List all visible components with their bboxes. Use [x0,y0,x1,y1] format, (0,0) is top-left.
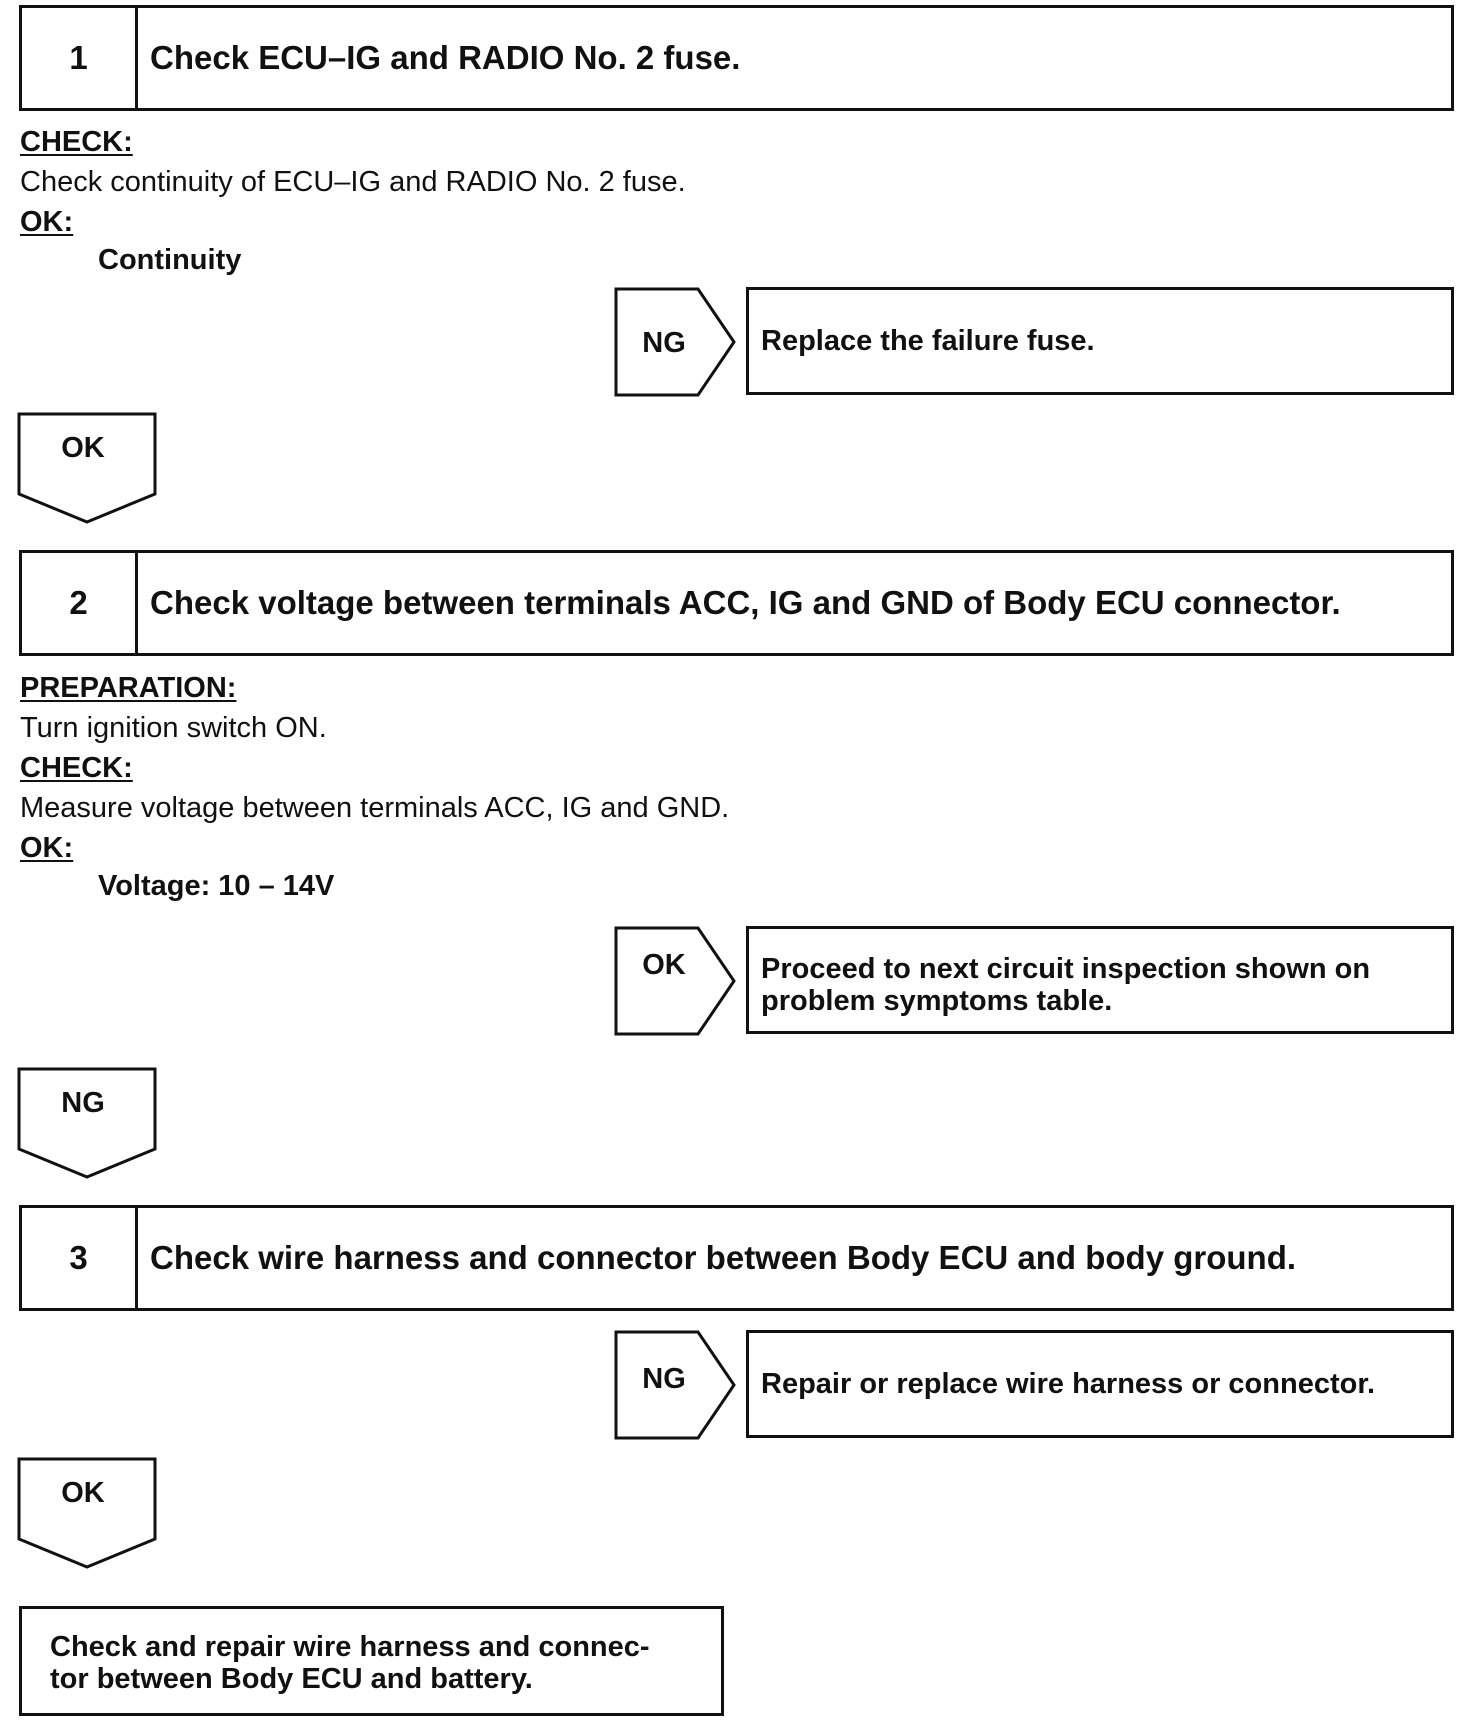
step-1-check-text: Check continuity of ECU–IG and RADIO No. 2 fuse. [20,166,686,198]
step-2-ok-label: OK: [20,832,74,864]
final-action-box [19,1606,724,1716]
step-1-ng-result [746,287,1454,395]
step-1-ok-spec: Continuity [98,244,242,276]
step-2-preparation-text: Turn ignition switch ON. [20,712,327,744]
final-action-line2: tor between Body ECU and battery. [50,1663,533,1695]
step-1-box [19,5,1454,111]
step-1-ng-label: NG [642,327,686,359]
step-3-ng-result [746,1330,1454,1438]
step-1-number: 1 [22,8,138,108]
step-3-number: 3 [22,1208,138,1308]
step-1-ok-down-label: OK [61,432,105,464]
step-2-ng-down-label: NG [61,1087,105,1119]
step-2-ok-result [746,926,1454,1034]
step-3-ng-label: NG [642,1363,686,1395]
step-3-ng-arrow [614,1330,740,1442]
step-2-ok-result-line2: problem symptoms table. [761,985,1113,1017]
step-1-title: Check ECU–IG and RADIO No. 2 fuse. [150,39,741,76]
step-2-ok-label-arrow: OK [642,949,686,981]
step-1-ok-label: OK: [20,206,74,238]
step-2-number: 2 [22,553,138,653]
step-1-ng-result-text: Replace the failure fuse. [761,324,1095,357]
step-2-check-text: Measure voltage between terminals ACC, IG and GND. [20,792,730,824]
step-2-ng-down-arrow [17,1067,157,1179]
step-3-ng-result-text: Repair or replace wire harness or connector. [761,1367,1376,1400]
final-action-line1: Check and repair wire harness and connec- [50,1631,650,1663]
step-2-ok-arrow [614,926,740,1038]
step-3-box [19,1205,1454,1311]
step-2-title: Check voltage between terminals ACC, IG and GND of Body ECU connector. [150,584,1341,621]
step-1-ng-arrow [614,287,740,399]
step-3-ok-down-label: OK [61,1477,105,1509]
step-1-check-label: CHECK: [20,126,133,158]
step-2-ok-result-line1: Proceed to next circuit inspection shown on [761,953,1371,985]
step-2-box [19,550,1454,656]
step-2-check-label: CHECK: [20,752,133,784]
step-1-ok-down-arrow [17,412,157,524]
step-3-ok-down-arrow [17,1457,157,1569]
step-3-title: Check wire harness and connector between Body ECU and body ground. [150,1239,1297,1276]
step-2-ok-spec: Voltage: 10 – 14V [98,870,335,902]
step-2-preparation-label: PREPARATION: [20,672,237,704]
